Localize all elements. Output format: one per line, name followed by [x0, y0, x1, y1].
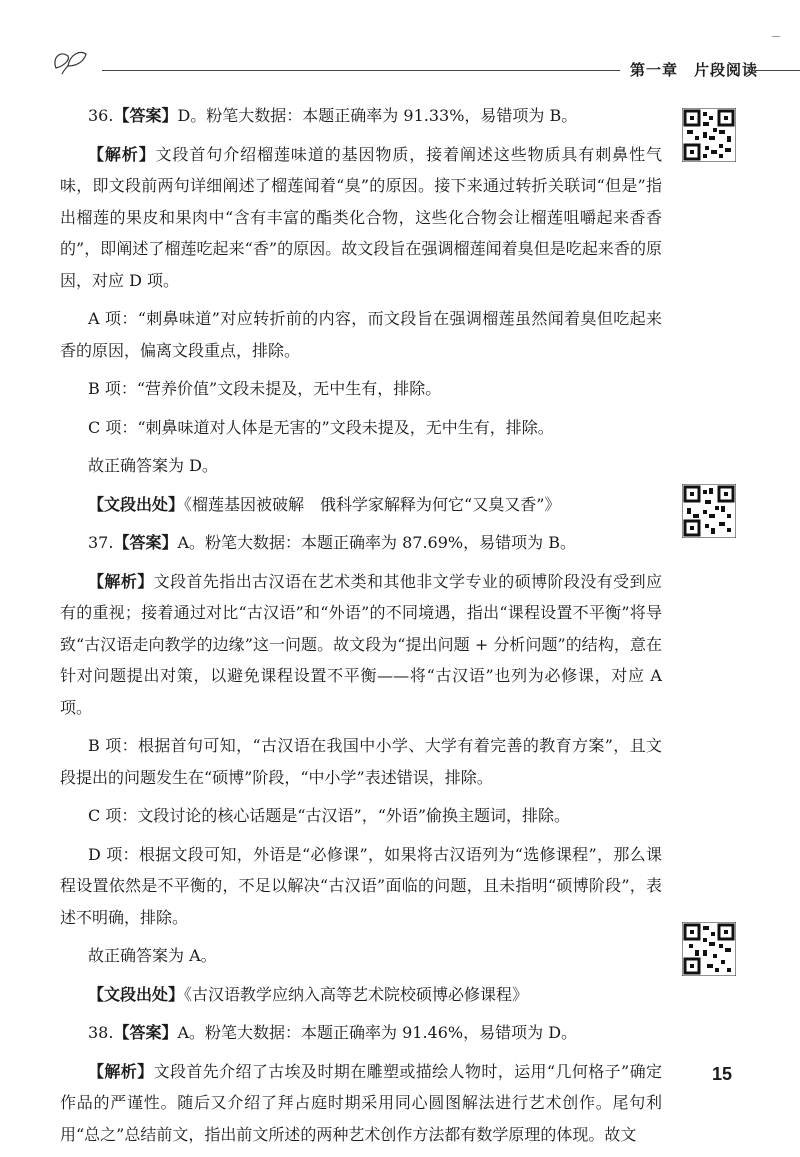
section-tag: 【答案】: [113, 533, 178, 552]
question-37: [60, 527, 662, 1010]
section-tag: 【解析】: [88, 144, 156, 164]
section-tag: 【答案】: [113, 1023, 178, 1042]
section-tag: 【文段出处】: [88, 494, 185, 514]
conclusion: 故正确答案为 D。: [88, 456, 218, 475]
chapter-title: [630, 59, 758, 80]
answer-line: 36.【答案】D。粉笔大数据：本题正确率为 91.33%，易错项为 B。: [88, 106, 578, 125]
analysis-paragraph: 【解析】文段首先介绍了古埃及时期在雕塑或描绘人物时，运用“几何格子”确定作品的严谨性。随后又介绍了拜占庭时期采用同心圆图解法进行艺术创作。尾句利用“总之”总结前文，指出前文所述的两种艺术创作方法都有数学原理的体现。故文: [60, 1061, 662, 1144]
option-b-explanation: B 项：根据首句可知，“古汉语在我国中小学、大学有着完善的教育方案”，且文段提出的问题发生在“硕博”阶段，“中小学”表述错误，排除。: [60, 736, 662, 787]
section-tag: 【文段出处】: [88, 984, 185, 1004]
option-c-explanation: C 项：文段讨论的核心话题是“古汉语”，“外语”偷换主题词，排除。: [88, 806, 571, 825]
qr-code-icon[interactable]: [682, 922, 736, 976]
chapter-label: 第一章: [630, 61, 679, 79]
analysis-paragraph: 【解析】文段首句介绍榴莲味道的基因物质，接着阐述这些物质具有刺鼻性气味，即文段前两句详细阐述了榴莲闻着“臭”的原因。接下来通过转折关联词“但是”指出榴莲的果皮和果肉中“含有丰富的酯类化合物，这些化合物会让榴莲咀嚼起来香香的”，即阐述了榴莲吃起来“香”的原因。故文段旨在强调榴莲闻着臭但是吃起来香的原因，对应 D 项。: [60, 144, 662, 290]
page-header: [40, 46, 800, 82]
answer-line: 38.【答案】A。粉笔大数据：本题正确率为 91.46%，易错项为 D。: [88, 1023, 578, 1042]
question-36: [60, 100, 662, 520]
option-c-explanation: C 项：“刺鼻味道对人体是无害的”文段未提及，无中生有，排除。: [88, 417, 554, 437]
section-tag: 【解析】: [88, 1061, 154, 1081]
leaf-icon: [48, 46, 92, 76]
header-rule-right: [752, 70, 800, 71]
page-number: 15: [712, 1064, 733, 1084]
source-citation: 【文段出处】《榴莲基因被破解 俄科学家解释为何它“又臭又香”》: [88, 494, 561, 514]
section-tag: 【解析】: [88, 571, 154, 591]
answer-line: 37.【答案】A。粉笔大数据：本题正确率为 87.69%，易错项为 B。: [88, 533, 576, 552]
qr-code-icon[interactable]: [682, 108, 736, 162]
qr-code-icon[interactable]: [682, 484, 736, 538]
option-b-explanation: B 项：“营养价值”文段未提及，无中生有，排除。: [88, 379, 442, 398]
conclusion: 故正确答案为 A。: [88, 946, 217, 965]
source-citation: 【文段出处】《古汉语教学应纳入高等艺术院校硕博必修课程》: [88, 984, 529, 1004]
analysis-paragraph: 【解析】文段首先指出古汉语在艺术类和其他非文学专业的硕博阶段没有受到应有的重视；接着通过对比“古汉语”和“外语”的不同境遇，指出“课程设置不平衡”将导致“古汉语走向教学的边缘”这一问题。故文段为“提出问题 + 分析问题”的结构，意在针对问题提出对策，以避免课程设置不平衡——将“古汉语”也列为必修课，对应 A 项。: [60, 571, 662, 717]
option-a-explanation: A 项：“刺鼻味道”对应转折前的内容，而文段旨在强调榴莲虽然闻着臭但吃起来香的原因，偏离文段重点，排除。: [60, 309, 662, 360]
section-tag: 【答案】: [113, 106, 178, 125]
margin-mark: [772, 36, 780, 37]
option-d-explanation: D 项：根据文段可知，外语是“必修课”，如果将古汉语列为“选修课程”，那么课程设置依然是不平衡的，不足以解决“古汉语”面临的问题，且未指明“硕博阶段”，表述不明确，排除。: [60, 844, 662, 927]
section-label: 片段阅读: [694, 61, 759, 79]
header-rule-left: [102, 70, 620, 71]
question-38: [60, 1017, 662, 1150]
page-body: [60, 100, 662, 1157]
